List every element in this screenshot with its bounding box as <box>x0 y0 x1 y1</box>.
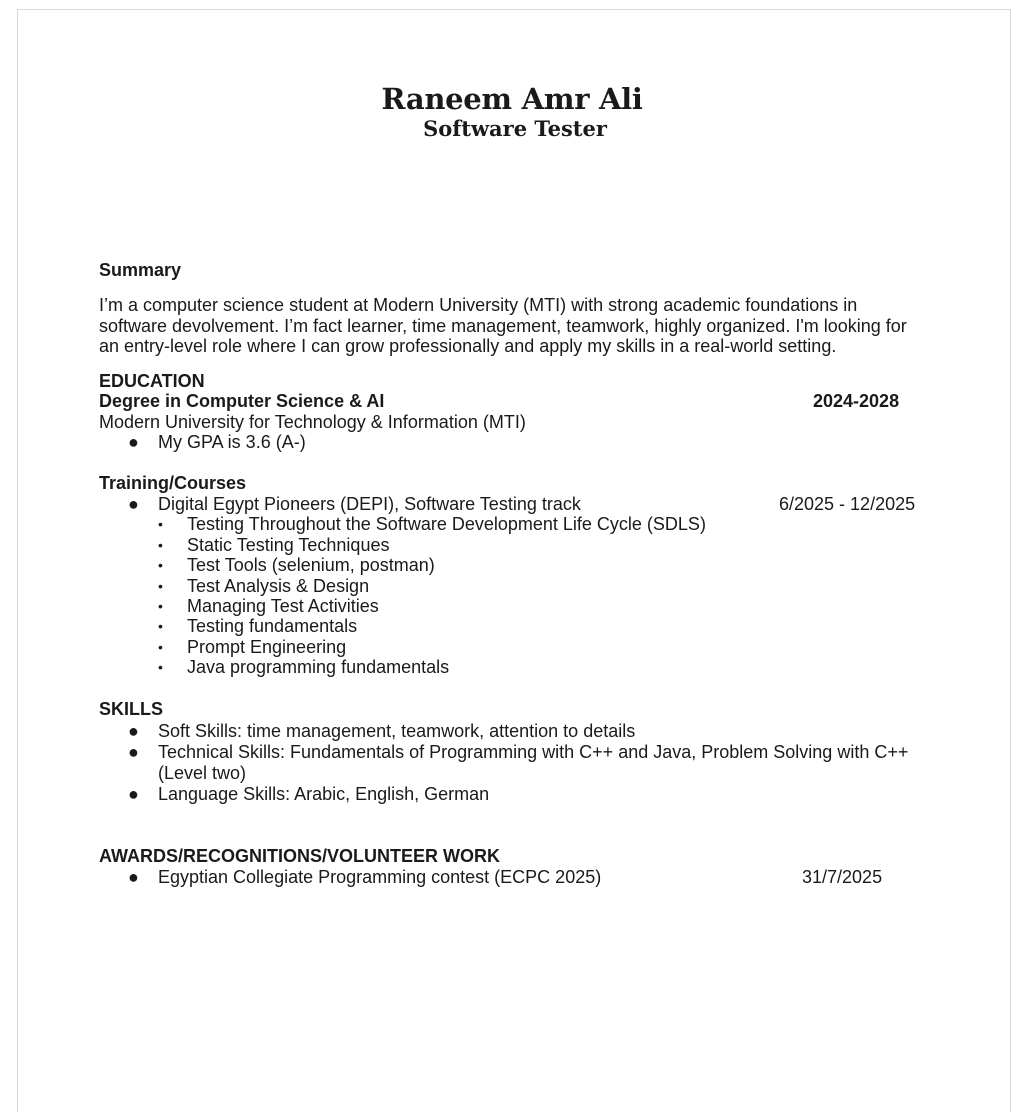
sub-bullet-icon: • <box>158 639 163 655</box>
sub-bullet-icon: • <box>158 659 163 675</box>
resume-page <box>17 9 1011 1112</box>
training-topic: Testing fundamentals <box>187 616 358 636</box>
bullet-icon: ● <box>128 494 139 514</box>
awards-heading: AWARDS/RECOGNITIONS/VOLUNTEER WORK <box>99 846 501 866</box>
sub-bullet-icon: • <box>158 618 163 634</box>
institution-name: Modern University for Technology & Information (MTI) <box>99 412 526 432</box>
training-topic: Managing Test Activities <box>187 596 379 616</box>
summary-line-1: I’m a computer science student at Modern University (MTI) with strong academic foundations in <box>99 295 858 315</box>
sub-bullet-icon: • <box>158 537 163 553</box>
skill-item: Technical Skills: Fundamentals of Programming with C++ and Java, Problem Solving with C++ <box>158 742 909 762</box>
skill-item: Language Skills: Arabic, English, German <box>158 784 490 804</box>
summary-line-2: software devolvement. I’m fact learner, time management, teamwork, highly organized. I'm looking for <box>99 316 907 336</box>
training-program: Digital Egypt Pioneers (DEPI), Software Testing track <box>158 494 581 514</box>
training-topic: Testing Throughout the Software Development Life Cycle (SDLS) <box>187 514 706 534</box>
sub-bullet-icon: • <box>158 557 163 573</box>
training-topic: Test Tools (selenium, postman) <box>187 555 435 575</box>
training-dates: 6/2025 - 12/2025 <box>779 494 916 514</box>
summary-line-3: an entry-level role where I can grow professionally and apply my skills in a real-world setting. <box>99 336 837 356</box>
gpa-item: My GPA is 3.6 (A-) <box>158 432 306 452</box>
award-item: Egyptian Collegiate Programming contest (ECPC 2025) <box>158 867 602 887</box>
training-topic: Static Testing Techniques <box>187 535 390 555</box>
award-date: 31/7/2025 <box>802 867 883 887</box>
candidate-role: Software Tester <box>423 116 607 141</box>
sub-bullet-icon: • <box>158 516 163 532</box>
training-topic: Java programming fundamentals <box>187 657 450 677</box>
education-heading: EDUCATION <box>99 371 205 391</box>
training-heading: Training/Courses <box>99 473 247 493</box>
bullet-icon: ● <box>128 721 139 741</box>
skill-item-continuation: (Level two) <box>158 763 247 783</box>
skill-item: Soft Skills: time management, teamwork, attention to details <box>158 721 636 741</box>
bullet-icon: ● <box>128 742 139 762</box>
bullet-icon: ● <box>128 432 139 452</box>
skills-heading: SKILLS <box>99 699 164 719</box>
training-topic: Test Analysis & Design <box>187 576 370 596</box>
candidate-name: Raneem Amr Ali <box>381 82 643 116</box>
training-topic: Prompt Engineering <box>187 637 347 657</box>
degree-years: 2024-2028 <box>813 391 900 411</box>
bullet-icon: ● <box>128 784 139 804</box>
degree-title: Degree in Computer Science & AI <box>99 391 385 411</box>
sub-bullet-icon: • <box>158 578 163 594</box>
bullet-icon: ● <box>128 867 139 887</box>
sub-bullet-icon: • <box>158 598 163 614</box>
summary-heading: Summary <box>99 260 182 280</box>
